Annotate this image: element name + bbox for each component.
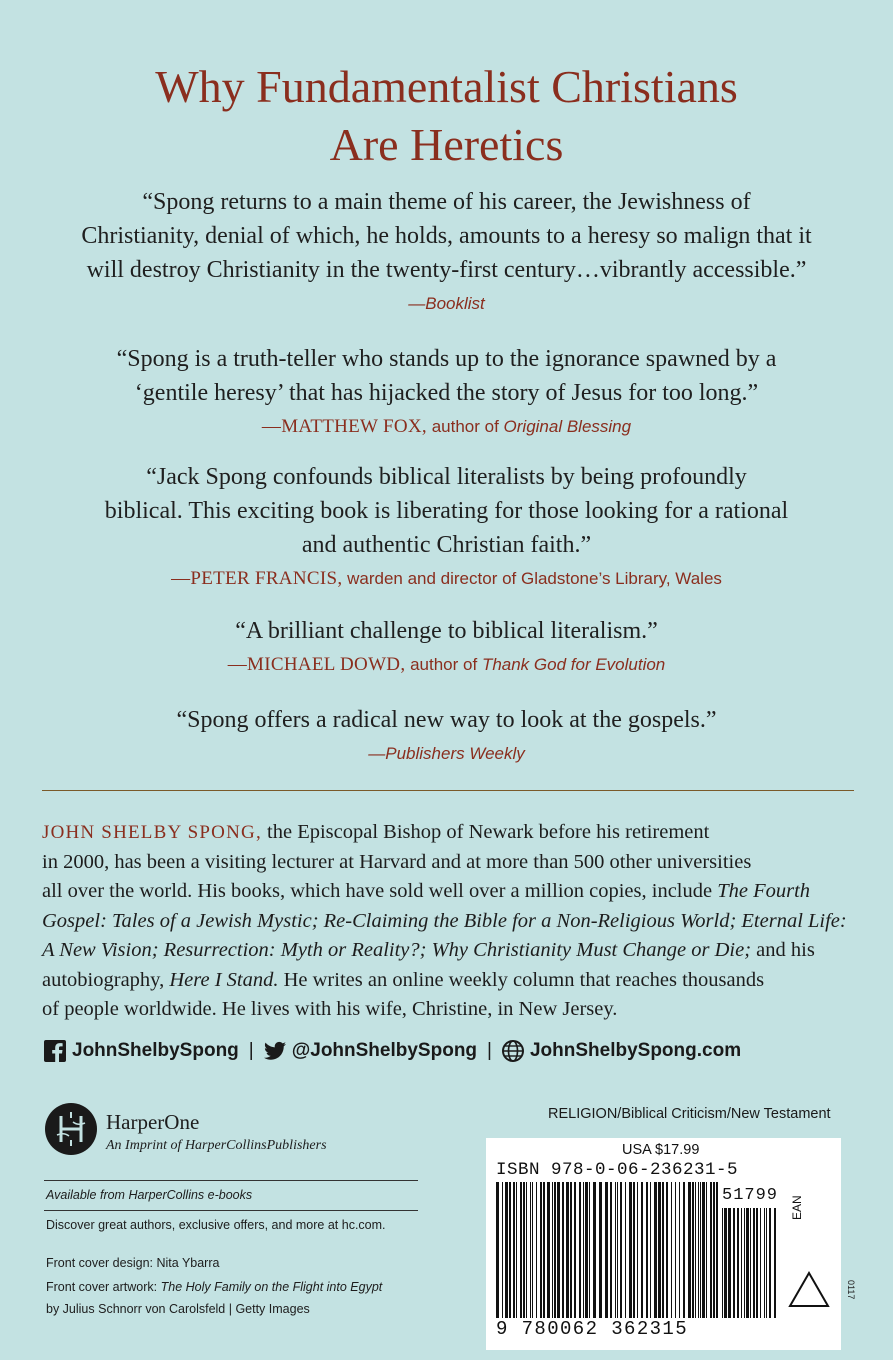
- quote-author-name: —MATTHEW FOX,: [261, 416, 427, 437]
- cover-artwork-credit: [46, 1280, 382, 1294]
- quote-3: [20, 460, 873, 592]
- artwork-label: Front cover artwork:: [46, 1280, 161, 1294]
- barcode-bar: [692, 1182, 694, 1318]
- quote-line: “A brilliant challenge to biblical literalism.”: [235, 618, 658, 644]
- quote-author-role: author of: [426, 417, 504, 436]
- social-separator: |: [487, 1040, 492, 1061]
- barcode-bar: [566, 1182, 569, 1318]
- quote-attribution: [20, 414, 873, 440]
- quote-attribution: [20, 741, 873, 767]
- barcode-bar: [702, 1182, 705, 1318]
- barcode-bar: [583, 1182, 584, 1318]
- barcode-bar: [746, 1208, 749, 1318]
- barcode-panel: [486, 1138, 841, 1350]
- globe-icon: [502, 1040, 524, 1062]
- bio-text: and his: [751, 939, 815, 961]
- website-link[interactable]: JohnShelbySpong.com: [529, 1040, 742, 1061]
- bio-text: in 2000, has been a visiting lecturer at Harvard and at more than 500 other universities: [42, 850, 752, 873]
- book-title: [0, 58, 893, 174]
- barcode-bar: [675, 1182, 676, 1318]
- facebook-icon: [44, 1040, 66, 1062]
- publisher-name: HarperOne: [106, 1110, 200, 1134]
- price-label: USA $17.99: [622, 1142, 700, 1158]
- barcode-bar: [505, 1182, 508, 1318]
- barcode-bar: [654, 1182, 657, 1318]
- quote-source: —Publishers Weekly: [368, 744, 525, 763]
- barcode-bar: [700, 1182, 701, 1318]
- social-separator: |: [248, 1040, 254, 1061]
- author-bio: [42, 818, 857, 1025]
- barcode-bar: [750, 1208, 751, 1318]
- barcode-bar: [579, 1182, 581, 1318]
- barcode-bar: [716, 1182, 718, 1318]
- quote-4: [20, 614, 873, 678]
- twitter-link[interactable]: @JohnShelbySpong: [291, 1040, 478, 1061]
- harperone-logo-icon: [44, 1102, 98, 1156]
- barcode-bar: [683, 1182, 685, 1318]
- bio-author-name: JOHN SHELBY SPONG,: [42, 822, 262, 843]
- barcode-bar: [523, 1182, 525, 1318]
- cover-design-credit: Front cover design: Nita Ybarra: [46, 1256, 220, 1270]
- barcode-bar: [620, 1182, 622, 1318]
- barcode-bar: [646, 1182, 648, 1318]
- quote-author-work: Thank God for Evolution: [481, 655, 666, 674]
- barcode-bar: [562, 1182, 564, 1318]
- quote-attribution: [20, 652, 873, 678]
- barcode-bar: [658, 1182, 661, 1318]
- barcode-bar: [706, 1182, 707, 1318]
- quote-author-role: author of: [405, 655, 482, 674]
- quote-author-work: Original Blessing: [503, 417, 632, 436]
- bio-book-title: The Fourth: [717, 880, 811, 902]
- barcode-bar: [615, 1182, 616, 1318]
- facebook-link[interactable]: JohnShelbySpong: [72, 1040, 239, 1061]
- title-line-2: Are Heretics: [329, 119, 564, 170]
- barcode-bar: [509, 1182, 511, 1318]
- quote-line: and authentic Christian faith.”: [301, 532, 592, 558]
- barcode-bar: [516, 1182, 517, 1318]
- barcode-bar: [774, 1208, 776, 1318]
- triangle-icon: [788, 1270, 830, 1310]
- barcode-bar: [574, 1182, 576, 1318]
- barcode-bar: [543, 1182, 545, 1318]
- bio-text: of people worldwide. He lives with his wife, Christine, in New Jersey.: [42, 998, 618, 1020]
- quote-line: Christianity, denial of which, he holds, amounts to a heresy so malign that it: [81, 223, 812, 249]
- discover-note: Discover great authors, exclusive offers, and more at hc.com.: [46, 1218, 386, 1232]
- barcode-bar: [633, 1182, 635, 1318]
- publisher-imprint: [106, 1138, 327, 1154]
- bio-book-title: Here I Stand.: [169, 968, 279, 991]
- publisher-block: [44, 1102, 424, 1172]
- barcode-bar: [547, 1182, 550, 1318]
- barcode-bar: [666, 1182, 668, 1318]
- barcode-bar: [625, 1182, 626, 1318]
- barcode-bar: [629, 1182, 632, 1318]
- barcode-bar: [688, 1182, 691, 1318]
- quote-attribution: [20, 566, 873, 592]
- barcode-bar: [641, 1182, 643, 1318]
- printer-code: 0117: [846, 1280, 856, 1300]
- quote-line: will destroy Christianity in the twenty-first century…vibrantly accessible.”: [86, 257, 807, 283]
- quote-attribution: [20, 291, 873, 317]
- barcode-bar: [698, 1182, 699, 1318]
- barcode-bar: [764, 1208, 765, 1318]
- social-links: [44, 1040, 741, 1062]
- ean-addon-number: 51799: [722, 1186, 779, 1205]
- barcode-bar: [502, 1182, 503, 1318]
- title-line-1: Why Fundamentalist Christians: [155, 61, 738, 112]
- artwork-title: The Holy Family on the Flight into Egypt: [160, 1280, 383, 1294]
- barcode-bar: [536, 1182, 537, 1318]
- barcode-bar: [557, 1182, 560, 1318]
- barcode-bar: [532, 1182, 533, 1318]
- barcode-bar: [724, 1208, 727, 1318]
- barcode-bar: [599, 1182, 602, 1318]
- barcode-bar: [769, 1208, 771, 1318]
- addon-barcode: [722, 1208, 782, 1318]
- barcode-bar: [605, 1182, 608, 1318]
- barcode-bar: [589, 1182, 590, 1318]
- barcode-bar: [552, 1182, 553, 1318]
- barcode-bar: [722, 1208, 723, 1318]
- barcode-bar: [733, 1208, 735, 1318]
- barcode-bar: [496, 1182, 499, 1318]
- barcode-bar: [744, 1208, 745, 1318]
- bio-book-title: A New Vision; Resurrection: Myth or Reality?; Why Christianity Must Change or Die;: [42, 939, 752, 961]
- barcode-bar: [570, 1182, 572, 1318]
- quote-line: biblical. This exciting book is liberating for those looking for a rational: [104, 498, 789, 524]
- bio-text: the Episcopal Bishop of Newark before his retirement: [261, 821, 710, 843]
- imprint-publishers: Publishers: [266, 1138, 327, 1153]
- barcode-bar: [662, 1182, 664, 1318]
- barcode-bar: [617, 1182, 618, 1318]
- footer-divider: [44, 1180, 418, 1181]
- barcode-bar: [585, 1182, 588, 1318]
- barcode-digits: 9 780062 362315: [496, 1318, 689, 1340]
- bio-text: He writes an online weekly column that reaches thousands: [278, 968, 765, 991]
- bio-book-title: Gospel: Tales of a Jewish Mystic; Re-Claiming the Bible for a Non-Religious World; Eternal Life:: [42, 909, 847, 932]
- main-barcode: [496, 1182, 721, 1318]
- barcode-bar: [737, 1208, 739, 1318]
- barcode-bar: [671, 1182, 672, 1318]
- barcode-bar: [741, 1208, 742, 1318]
- barcode-bar: [530, 1182, 531, 1318]
- artwork-credit-line: by Julius Schnorr von Carolsfeld | Getty Images: [46, 1302, 310, 1316]
- barcode-bar: [540, 1182, 542, 1318]
- bio-text: autobiography,: [42, 968, 170, 991]
- barcode-bar: [766, 1208, 767, 1318]
- quote-author-name: —MICHAEL DOWD,: [227, 654, 406, 675]
- quote-line: “Spong offers a radical new way to look at the gospels.”: [176, 707, 717, 733]
- barcode-bar: [713, 1182, 715, 1318]
- barcode-bar: [637, 1182, 638, 1318]
- quote-author-role: warden and director of Gladstone’s Library, Wales: [342, 569, 722, 588]
- ean-label: EAN: [790, 1195, 804, 1220]
- quote-2: [20, 342, 873, 440]
- barcode-bar: [695, 1182, 696, 1318]
- barcode-bar: [710, 1182, 712, 1318]
- barcode-bar: [520, 1182, 522, 1318]
- quote-line: “Jack Spong confounds biblical literalists by being profoundly: [146, 464, 747, 490]
- quote-5: [20, 703, 873, 767]
- barcode-bar: [753, 1208, 755, 1318]
- quote-1: [20, 185, 873, 317]
- isbn-number: ISBN 978-0-06-236231-5: [496, 1160, 739, 1180]
- barcode-bar: [679, 1182, 680, 1318]
- quote-line: “Spong is a truth-teller who stands up to the ignorance spawned by a: [116, 346, 777, 372]
- footer-divider: [44, 1210, 418, 1211]
- barcode-bar: [650, 1182, 651, 1318]
- barcode-bar: [526, 1182, 527, 1318]
- twitter-icon: [264, 1040, 286, 1062]
- barcode-bar: [610, 1182, 612, 1318]
- barcode-bar: [728, 1208, 731, 1318]
- quote-line: ‘gentile heresy’ that has hijacked the story of Jesus for too long.”: [134, 380, 759, 406]
- barcode-bar: [513, 1182, 515, 1318]
- barcode-bar: [593, 1182, 596, 1318]
- barcode-bar: [756, 1208, 758, 1318]
- quote-author-name: —PETER FRANCIS,: [171, 568, 343, 589]
- section-divider: [42, 790, 854, 791]
- quote-source: —Booklist: [408, 294, 485, 313]
- bisac-category: RELIGION/Biblical Criticism/New Testament: [548, 1106, 831, 1122]
- barcode-bar: [760, 1208, 761, 1318]
- bio-text: all over the world. His books, which have sold well over a million copies, include: [42, 880, 718, 902]
- ebooks-note: Available from HarperCollins e-books: [46, 1188, 253, 1202]
- imprint-text: An Imprint of HarperCollins: [106, 1138, 267, 1153]
- barcode-bar: [554, 1182, 556, 1318]
- quote-line: “Spong returns to a main theme of his career, the Jewishness of: [142, 189, 751, 215]
